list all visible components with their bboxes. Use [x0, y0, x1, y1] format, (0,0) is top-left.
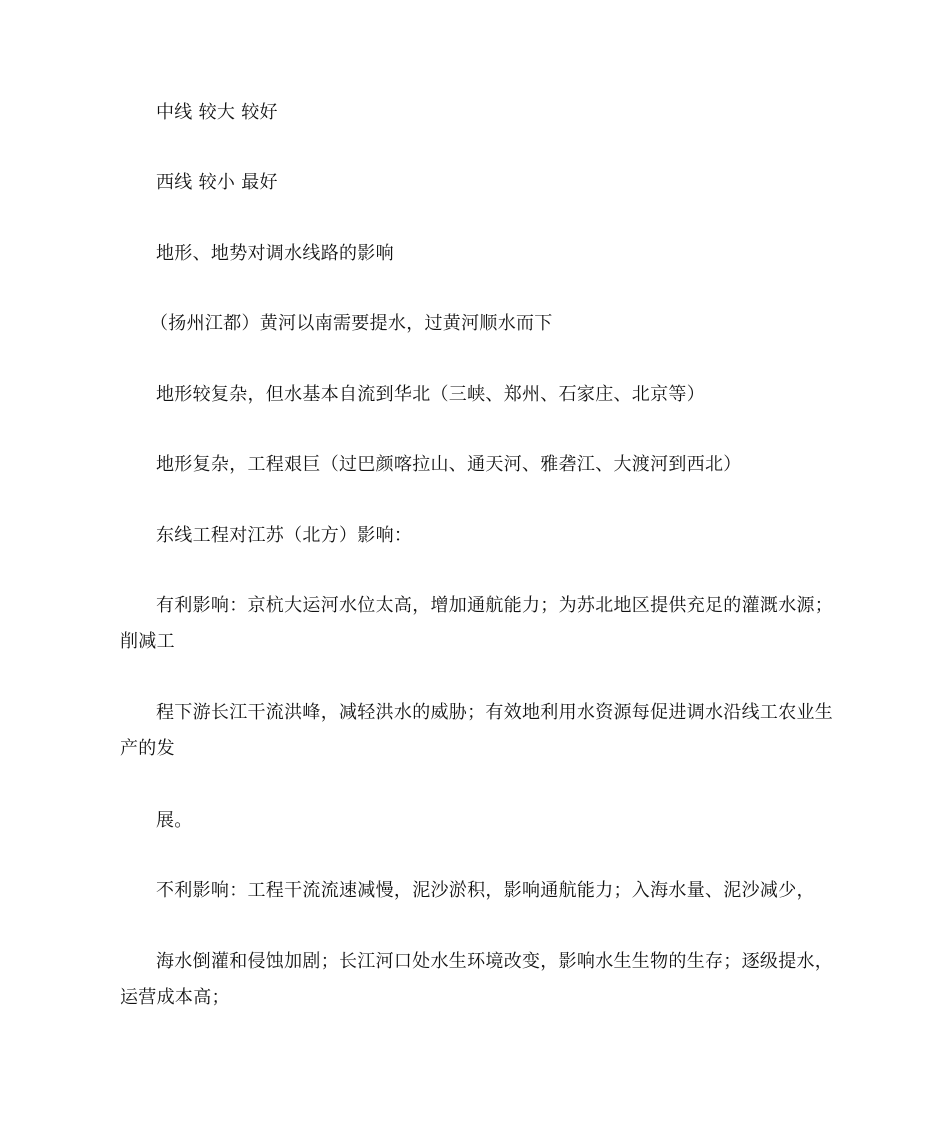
paragraph-positive-impact-2: 程下游长江干流洪峰，减轻洪水的威胁；有效地利用水资源每促进调水沿线工农业生产的发: [120, 702, 834, 759]
paragraph-positive-impact-1: 有利影响：京杭大运河水位太高，增加通航能力；为苏北地区提供充足的灌溉水源；削减工: [120, 595, 834, 652]
paragraph-terrain-heading: 地形、地势对调水线路的影响: [156, 243, 394, 264]
paragraph-east-route-terrain: （扬州江都）黄河以南需要提水，过黄河顺水而下: [150, 313, 553, 334]
paragraph-middle-route-terrain: 地形较复杂，但水基本自流到华北（三峡、郑州、石家庄、北京等）: [156, 384, 705, 405]
paragraph-middle-route: 中线 较大 较好: [156, 102, 278, 123]
paragraph-west-route: 西线 较小 最好: [156, 172, 278, 193]
paragraph-positive-impact-end: 展。: [156, 810, 193, 831]
paragraph-east-route-impact-heading: 东线工程对江苏（北方）影响：: [156, 525, 413, 546]
paragraph-negative-impact-2: 海水倒灌和侵蚀加剧；长江河口处水生环境改变，影响水生生物的生存；逐级提水，运营成本高；: [120, 951, 834, 1008]
paragraph-negative-impact-1: 不利影响：工程干流流速减慢，泥沙淤积，影响通航能力；入海水量、泥沙减少，: [156, 880, 815, 901]
paragraph-west-route-terrain: 地形复杂，工程艰巨（过巴颜喀拉山、通天河、雅砻江、大渡河到西北）: [156, 454, 742, 475]
